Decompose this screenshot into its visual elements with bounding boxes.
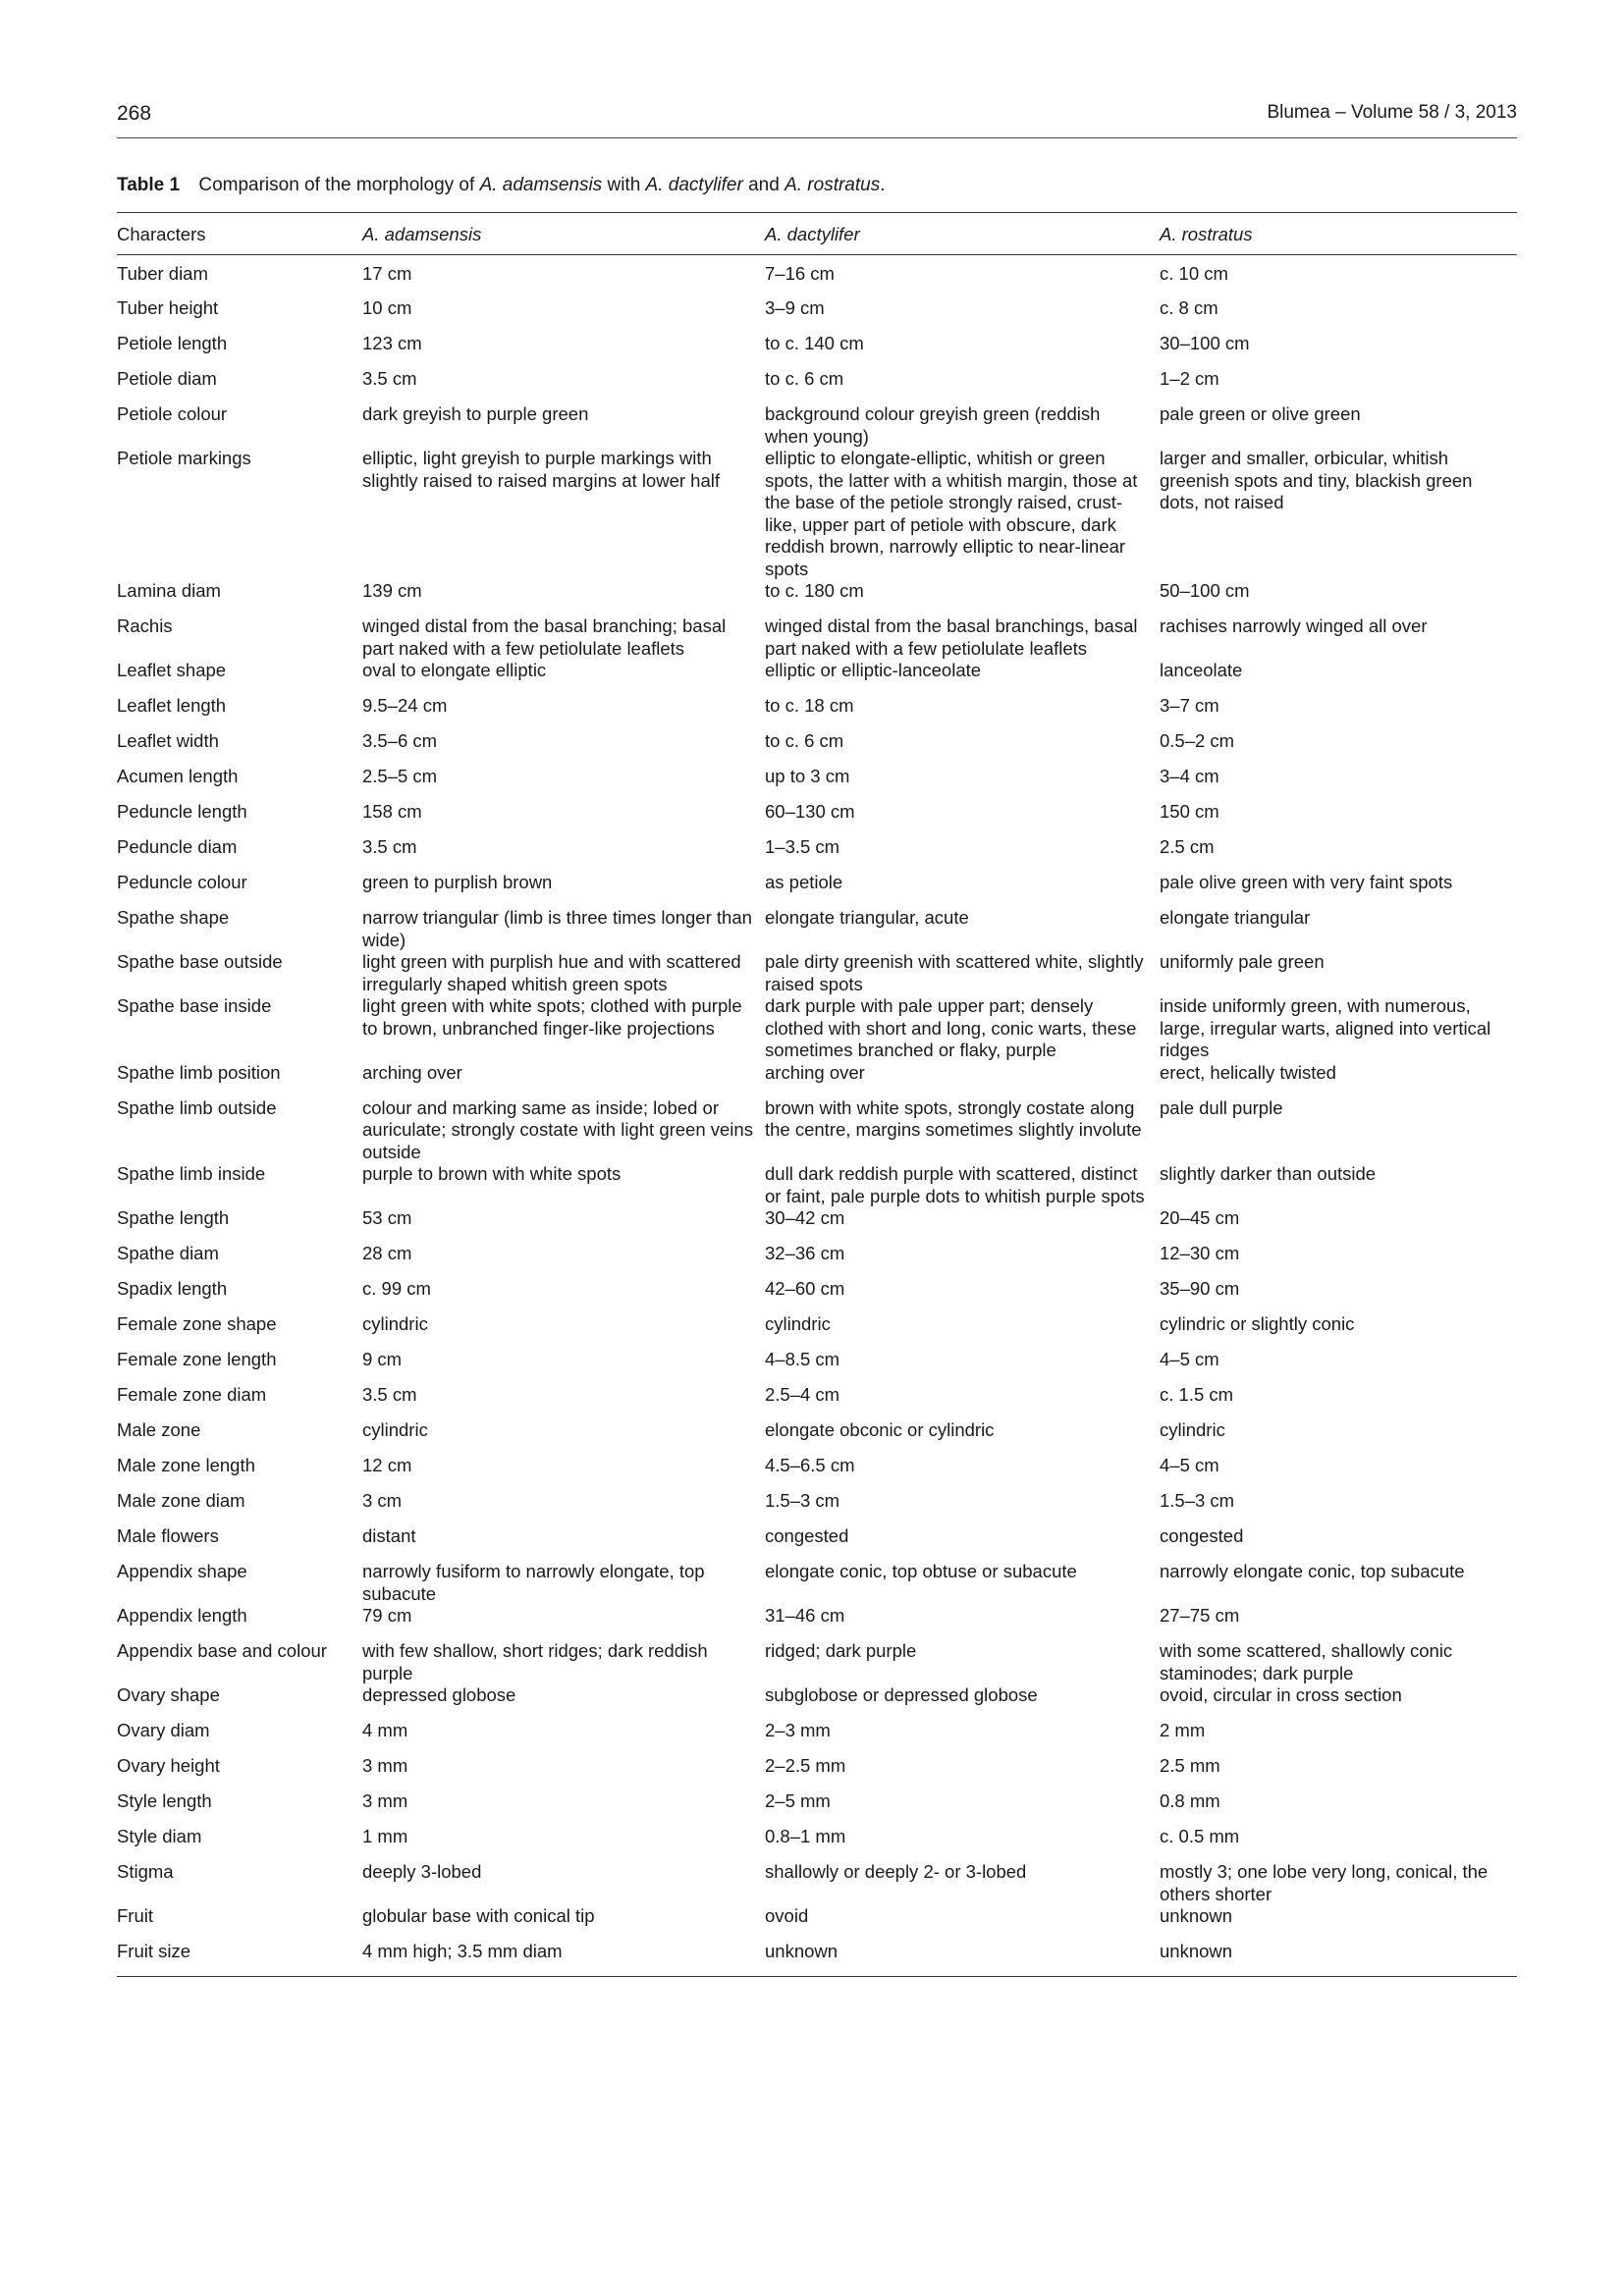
cell-character: Spathe limb position bbox=[117, 1061, 281, 1083]
cell-character: Male zone length bbox=[117, 1455, 255, 1475]
header-divider bbox=[117, 137, 1517, 138]
table-row bbox=[117, 951, 1517, 995]
header-row bbox=[117, 213, 1517, 255]
cell-adamsensis: light green with purplish hue and with scattered irregularly shaped whitish green spots bbox=[362, 951, 741, 994]
table-row bbox=[117, 615, 1517, 660]
cell-dactylifer: dark purple with pale upper part; densely clothed with short and long, conic warts, these sometimes branched or flaky, purple bbox=[765, 995, 1137, 1060]
cell-adamsensis: oval to elongate elliptic bbox=[362, 660, 547, 680]
cell-adamsensis: 4 mm high; 3.5 mm diam bbox=[362, 1941, 563, 1961]
cell-dactylifer: elongate obconic or cylindric bbox=[765, 1419, 995, 1440]
table-body bbox=[117, 254, 1517, 1976]
table-row bbox=[117, 1419, 1517, 1455]
table-row bbox=[117, 1525, 1517, 1561]
cell-dactylifer: background colour greyish green (reddish when young) bbox=[765, 403, 1101, 447]
cell-rostratus: 2 mm bbox=[1160, 1720, 1206, 1740]
cell-rostratus: congested bbox=[1160, 1525, 1244, 1546]
caption-species-adamsensis: A. adamsensis bbox=[479, 175, 603, 195]
cell-dactylifer: 1.5–3 cm bbox=[765, 1490, 840, 1511]
table-row bbox=[117, 695, 1517, 730]
cell-character: Spathe length bbox=[117, 1207, 230, 1228]
table-caption bbox=[117, 175, 886, 196]
cell-rostratus: 150 cm bbox=[1160, 801, 1219, 822]
cell-dactylifer: 1–3.5 cm bbox=[765, 836, 840, 857]
cell-rostratus: cylindric bbox=[1160, 1419, 1225, 1440]
cell-adamsensis: 3.5–6 cm bbox=[362, 730, 438, 751]
cell-rostratus: with some scattered, shallowly conic staminodes; dark purple bbox=[1160, 1640, 1453, 1683]
table-row bbox=[117, 1561, 1517, 1605]
cell-rostratus: 30–100 cm bbox=[1160, 333, 1250, 353]
page-number: 268 bbox=[117, 102, 152, 125]
cell-rostratus: 4–5 cm bbox=[1160, 1455, 1219, 1475]
cell-adamsensis: 3 mm bbox=[362, 1790, 408, 1811]
cell-dactylifer: 42–60 cm bbox=[765, 1278, 845, 1299]
cell-character: Style diam bbox=[117, 1826, 202, 1846]
cell-adamsensis: cylindric bbox=[362, 1419, 428, 1440]
cell-adamsensis: light green with white spots; clothed with purple to brown, unbranched finger-like projections bbox=[362, 995, 742, 1039]
table-row bbox=[117, 254, 1517, 297]
cell-dactylifer: 30–42 cm bbox=[765, 1207, 845, 1228]
table-row bbox=[117, 836, 1517, 872]
cell-adamsensis: 2.5–5 cm bbox=[362, 766, 438, 786]
cell-dactylifer: 32–36 cm bbox=[765, 1243, 845, 1263]
cell-character: Spathe base inside bbox=[117, 995, 272, 1016]
cell-adamsensis: 3 mm bbox=[362, 1755, 408, 1776]
cell-dactylifer: 0.8–1 mm bbox=[765, 1826, 846, 1846]
cell-adamsensis: narrowly fusiform to narrowly elongate, top subacute bbox=[362, 1561, 705, 1604]
table-row bbox=[117, 1790, 1517, 1826]
cell-character: Peduncle diam bbox=[117, 836, 238, 857]
cell-adamsensis: 53 cm bbox=[362, 1207, 412, 1228]
cell-rostratus: 2.5 cm bbox=[1160, 836, 1215, 857]
cell-rostratus: elongate triangular bbox=[1160, 907, 1311, 928]
cell-adamsensis: 17 cm bbox=[362, 262, 412, 284]
cell-character: Appendix base and colour bbox=[117, 1640, 327, 1661]
cell-character: Ovary height bbox=[117, 1755, 220, 1776]
cell-adamsensis: winged distal from the basal branching; basal part naked with a few petiolulate leaflets bbox=[362, 615, 727, 659]
cell-dactylifer: 7–16 cm bbox=[765, 262, 835, 284]
cell-dactylifer: up to 3 cm bbox=[765, 766, 850, 786]
cell-character: Spathe limb inside bbox=[117, 1163, 266, 1184]
table-row bbox=[117, 1278, 1517, 1313]
cell-dactylifer: 60–130 cm bbox=[765, 801, 855, 822]
cell-adamsensis: 158 cm bbox=[362, 801, 422, 822]
caption-text-and: and bbox=[748, 175, 780, 195]
cell-character: Male flowers bbox=[117, 1525, 219, 1546]
cell-rostratus: 3–7 cm bbox=[1160, 695, 1219, 716]
cell-rostratus: pale olive green with very faint spots bbox=[1160, 872, 1453, 892]
cell-rostratus: 2.5 mm bbox=[1160, 1755, 1220, 1776]
cell-adamsensis: 3.5 cm bbox=[362, 1384, 417, 1405]
cell-character: Appendix length bbox=[117, 1605, 247, 1626]
cell-adamsensis: with few shallow, short ridges; dark reddish purple bbox=[362, 1640, 708, 1683]
table-row bbox=[117, 872, 1517, 907]
cell-rostratus: pale dull purple bbox=[1160, 1096, 1283, 1118]
cell-dactylifer: unknown bbox=[765, 1941, 839, 1961]
cell-dactylifer: elliptic or elliptic-lanceolate bbox=[765, 660, 982, 680]
cell-character: Spathe diam bbox=[117, 1243, 219, 1263]
cell-adamsensis: 123 cm bbox=[362, 333, 422, 353]
cell-character: Spathe limb outside bbox=[117, 1096, 277, 1118]
cell-rostratus: c. 8 cm bbox=[1160, 297, 1218, 318]
cell-character: Tuber height bbox=[117, 297, 219, 318]
table-row bbox=[117, 1097, 1517, 1164]
table-row bbox=[117, 1684, 1517, 1720]
cell-dactylifer: 2–3 mm bbox=[765, 1720, 831, 1740]
table-row bbox=[117, 1349, 1517, 1384]
table-row bbox=[117, 1861, 1517, 1905]
cell-adamsensis: deeply 3-lobed bbox=[362, 1861, 482, 1882]
cell-dactylifer: as petiole bbox=[765, 872, 843, 892]
table-row bbox=[117, 1243, 1517, 1278]
cell-dactylifer: congested bbox=[765, 1525, 849, 1546]
cell-adamsensis: 12 cm bbox=[362, 1455, 412, 1475]
table-row bbox=[117, 766, 1517, 801]
cell-dactylifer: 4.5–6.5 cm bbox=[765, 1455, 855, 1475]
cell-adamsensis: 79 cm bbox=[362, 1605, 412, 1626]
header-adamsensis: A. adamsensis bbox=[362, 224, 482, 244]
cell-dactylifer: cylindric bbox=[765, 1313, 831, 1334]
cell-character: Acumen length bbox=[117, 766, 239, 786]
table-row bbox=[117, 1384, 1517, 1419]
table-row bbox=[117, 368, 1517, 403]
cell-adamsensis: 10 cm bbox=[362, 297, 412, 318]
table-row bbox=[117, 448, 1517, 580]
cell-character: Spadix length bbox=[117, 1278, 228, 1299]
caption-species-dactylifer: A. dactylifer bbox=[645, 175, 743, 195]
cell-dactylifer: subglobose or depressed globose bbox=[765, 1684, 1038, 1705]
cell-adamsensis: 9 cm bbox=[362, 1349, 403, 1369]
table-row bbox=[117, 1941, 1517, 1976]
cell-rostratus: c. 10 cm bbox=[1160, 262, 1228, 284]
table-row bbox=[117, 580, 1517, 615]
cell-character: Male zone diam bbox=[117, 1490, 245, 1511]
cell-adamsensis: dark greyish to purple green bbox=[362, 403, 589, 424]
cell-rostratus: slightly darker than outside bbox=[1160, 1163, 1377, 1184]
cell-dactylifer: winged distal from the basal branchings, basal part naked with a few petiolulate leaflets bbox=[765, 615, 1138, 659]
cell-rostratus: rachises narrowly winged all over bbox=[1160, 615, 1428, 636]
cell-character: Female zone diam bbox=[117, 1384, 267, 1405]
cell-rostratus: larger and smaller, orbicular, whitish greenish spots and tiny, blackish green dots, not raised bbox=[1160, 448, 1473, 512]
table-header bbox=[117, 213, 1517, 255]
cell-character: Leaflet shape bbox=[117, 660, 227, 680]
cell-dactylifer: pale dirty greenish with scattered white, slightly raised spots bbox=[765, 951, 1144, 994]
cell-dactylifer: 4–8.5 cm bbox=[765, 1349, 840, 1369]
cell-character: Leaflet length bbox=[117, 695, 227, 716]
table-row bbox=[117, 1207, 1517, 1243]
cell-dactylifer: to c. 6 cm bbox=[765, 730, 844, 751]
cell-rostratus: ovoid, circular in cross section bbox=[1160, 1684, 1402, 1705]
cell-adamsensis: cylindric bbox=[362, 1313, 428, 1334]
table-row bbox=[117, 333, 1517, 368]
table-row bbox=[117, 907, 1517, 951]
cell-adamsensis: 28 cm bbox=[362, 1243, 412, 1263]
cell-dactylifer: elongate triangular, acute bbox=[765, 907, 969, 928]
cell-dactylifer: dull dark reddish purple with scattered, distinct or faint, pale purple dots to whitish purple spots bbox=[765, 1163, 1145, 1206]
cell-adamsensis: purple to brown with white spots bbox=[362, 1163, 622, 1184]
cell-adamsensis: depressed globose bbox=[362, 1684, 516, 1705]
cell-character: Petiole diam bbox=[117, 368, 217, 389]
cell-dactylifer: ridged; dark purple bbox=[765, 1640, 917, 1661]
cell-dactylifer: ovoid bbox=[765, 1905, 809, 1926]
cell-rostratus: cylindric or slightly conic bbox=[1160, 1313, 1355, 1334]
table-row bbox=[117, 730, 1517, 766]
cell-adamsensis: c. 99 cm bbox=[362, 1278, 431, 1299]
cell-rostratus: c. 1.5 cm bbox=[1160, 1384, 1234, 1405]
cell-dactylifer: 2–5 mm bbox=[765, 1790, 831, 1811]
cell-dactylifer: elongate conic, top obtuse or subacute bbox=[765, 1561, 1077, 1581]
cell-dactylifer: to c. 18 cm bbox=[765, 695, 854, 716]
table-label: Table 1 bbox=[117, 175, 181, 195]
cell-rostratus: mostly 3; one lobe very long, conical, the others shorter bbox=[1160, 1861, 1489, 1904]
cell-dactylifer: to c. 6 cm bbox=[765, 368, 844, 389]
cell-dactylifer: brown with white spots, strongly costate along the centre, margins sometimes slightly involute bbox=[765, 1096, 1142, 1140]
cell-rostratus: 4–5 cm bbox=[1160, 1349, 1219, 1369]
cell-rostratus: narrowly elongate conic, top subacute bbox=[1160, 1561, 1465, 1581]
header-rostratus: A. rostratus bbox=[1160, 224, 1253, 244]
cell-rostratus: 0.8 mm bbox=[1160, 1790, 1220, 1811]
cell-dactylifer: 2–2.5 mm bbox=[765, 1755, 846, 1776]
table-row bbox=[117, 1605, 1517, 1640]
table-row bbox=[117, 1755, 1517, 1790]
cell-rostratus: lanceolate bbox=[1160, 660, 1243, 680]
caption-text-before: Comparison of the morphology of bbox=[198, 175, 475, 195]
table-row bbox=[117, 801, 1517, 836]
cell-dactylifer: elliptic to elongate-elliptic, whitish or green spots, the latter with a whitish margin, those at the base of the petiole strongly raised, crust-like, upper part of petiole with obscure, dark reddish brown, narrowly elliptic to near-linear spots bbox=[765, 448, 1138, 579]
cell-character: Fruit bbox=[117, 1905, 153, 1926]
cell-character: Spathe base outside bbox=[117, 951, 283, 972]
cell-adamsensis: globular base with conical tip bbox=[362, 1905, 595, 1926]
cell-adamsensis: elliptic, light greyish to purple markings with slightly raised to raised margins at lower half bbox=[362, 448, 720, 491]
cell-character: Peduncle colour bbox=[117, 872, 247, 892]
table-row bbox=[117, 297, 1517, 333]
cell-rostratus: 0.5–2 cm bbox=[1160, 730, 1235, 751]
cell-rostratus: 50–100 cm bbox=[1160, 580, 1250, 601]
cell-rostratus: c. 0.5 mm bbox=[1160, 1826, 1240, 1846]
cell-rostratus: 12–30 cm bbox=[1160, 1243, 1240, 1263]
cell-rostratus: inside uniformly green, with numerous, large, irregular warts, aligned into vertical ridges bbox=[1160, 995, 1491, 1060]
cell-character: Peduncle length bbox=[117, 801, 247, 822]
cell-adamsensis: 139 cm bbox=[362, 580, 422, 601]
cell-rostratus: 1–2 cm bbox=[1160, 368, 1219, 389]
cell-rostratus: 20–45 cm bbox=[1160, 1207, 1240, 1228]
header-dactylifer: A. dactylifer bbox=[765, 224, 860, 244]
page-header bbox=[117, 102, 1517, 132]
cell-character: Leaflet width bbox=[117, 730, 219, 751]
cell-rostratus: 3–4 cm bbox=[1160, 766, 1219, 786]
table-row bbox=[117, 660, 1517, 695]
cell-adamsensis: 4 mm bbox=[362, 1720, 408, 1740]
cell-character: Tuber diam bbox=[117, 262, 208, 284]
cell-adamsensis: 3 cm bbox=[362, 1490, 403, 1511]
cell-adamsensis: 9.5–24 cm bbox=[362, 695, 448, 716]
morphology-table bbox=[117, 212, 1517, 1977]
table-row bbox=[117, 1163, 1517, 1207]
cell-adamsensis: narrow triangular (limb is three times longer than wide) bbox=[362, 907, 752, 950]
cell-character: Ovary diam bbox=[117, 1720, 210, 1740]
cell-dactylifer: to c. 140 cm bbox=[765, 333, 864, 353]
cell-character: Style length bbox=[117, 1790, 212, 1811]
header-characters: Characters bbox=[117, 224, 206, 244]
cell-dactylifer: 31–46 cm bbox=[765, 1605, 845, 1626]
cell-character: Fruit size bbox=[117, 1941, 191, 1961]
cell-adamsensis: colour and marking same as inside; lobed or auriculate; strongly costate with light green veins outside bbox=[362, 1096, 753, 1162]
cell-character: Petiole colour bbox=[117, 403, 228, 424]
cell-adamsensis: arching over bbox=[362, 1061, 462, 1083]
cell-rostratus: 1.5–3 cm bbox=[1160, 1490, 1235, 1511]
cell-rostratus: 27–75 cm bbox=[1160, 1605, 1240, 1626]
cell-adamsensis: 1 mm bbox=[362, 1826, 408, 1846]
cell-rostratus: uniformly pale green bbox=[1160, 951, 1325, 972]
table-row bbox=[117, 1640, 1517, 1684]
cell-rostratus: pale green or olive green bbox=[1160, 403, 1361, 424]
caption-text-mid: with bbox=[607, 175, 641, 195]
cell-character: Lamina diam bbox=[117, 580, 221, 601]
table-row bbox=[117, 1490, 1517, 1525]
cell-rostratus: unknown bbox=[1160, 1905, 1233, 1926]
cell-character: Petiole length bbox=[117, 333, 228, 353]
cell-character: Stigma bbox=[117, 1861, 174, 1882]
table-row bbox=[117, 403, 1517, 448]
cell-character: Rachis bbox=[117, 615, 173, 636]
cell-adamsensis: 3.5 cm bbox=[362, 368, 417, 389]
cell-character: Female zone shape bbox=[117, 1313, 277, 1334]
journal-citation: Blumea – Volume 58 / 3, 2013 bbox=[1267, 102, 1517, 123]
cell-dactylifer: 3–9 cm bbox=[765, 297, 825, 318]
cell-character: Petiole markings bbox=[117, 448, 251, 468]
cell-dactylifer: arching over bbox=[765, 1061, 865, 1083]
caption-species-rostratus: A. rostratus bbox=[785, 175, 881, 195]
cell-rostratus: unknown bbox=[1160, 1941, 1233, 1961]
cell-dactylifer: 2.5–4 cm bbox=[765, 1384, 840, 1405]
cell-character: Female zone length bbox=[117, 1349, 277, 1369]
table-row bbox=[117, 1826, 1517, 1861]
table-row bbox=[117, 995, 1517, 1062]
caption-text-end: . bbox=[880, 175, 886, 195]
cell-rostratus: erect, helically twisted bbox=[1160, 1061, 1336, 1083]
table-row bbox=[117, 1905, 1517, 1941]
cell-character: Appendix shape bbox=[117, 1561, 247, 1581]
table-row bbox=[117, 1062, 1517, 1097]
table-row bbox=[117, 1313, 1517, 1349]
cell-dactylifer: shallowly or deeply 2- or 3-lobed bbox=[765, 1861, 1027, 1882]
cell-character: Ovary shape bbox=[117, 1684, 220, 1705]
table-row bbox=[117, 1455, 1517, 1490]
cell-dactylifer: to c. 180 cm bbox=[765, 580, 864, 601]
cell-character: Spathe shape bbox=[117, 907, 230, 928]
cell-character: Male zone bbox=[117, 1419, 201, 1440]
table-row bbox=[117, 1720, 1517, 1755]
cell-adamsensis: distant bbox=[362, 1525, 416, 1546]
cell-adamsensis: green to purplish brown bbox=[362, 872, 553, 892]
cell-rostratus: 35–90 cm bbox=[1160, 1278, 1240, 1299]
cell-adamsensis: 3.5 cm bbox=[362, 836, 417, 857]
